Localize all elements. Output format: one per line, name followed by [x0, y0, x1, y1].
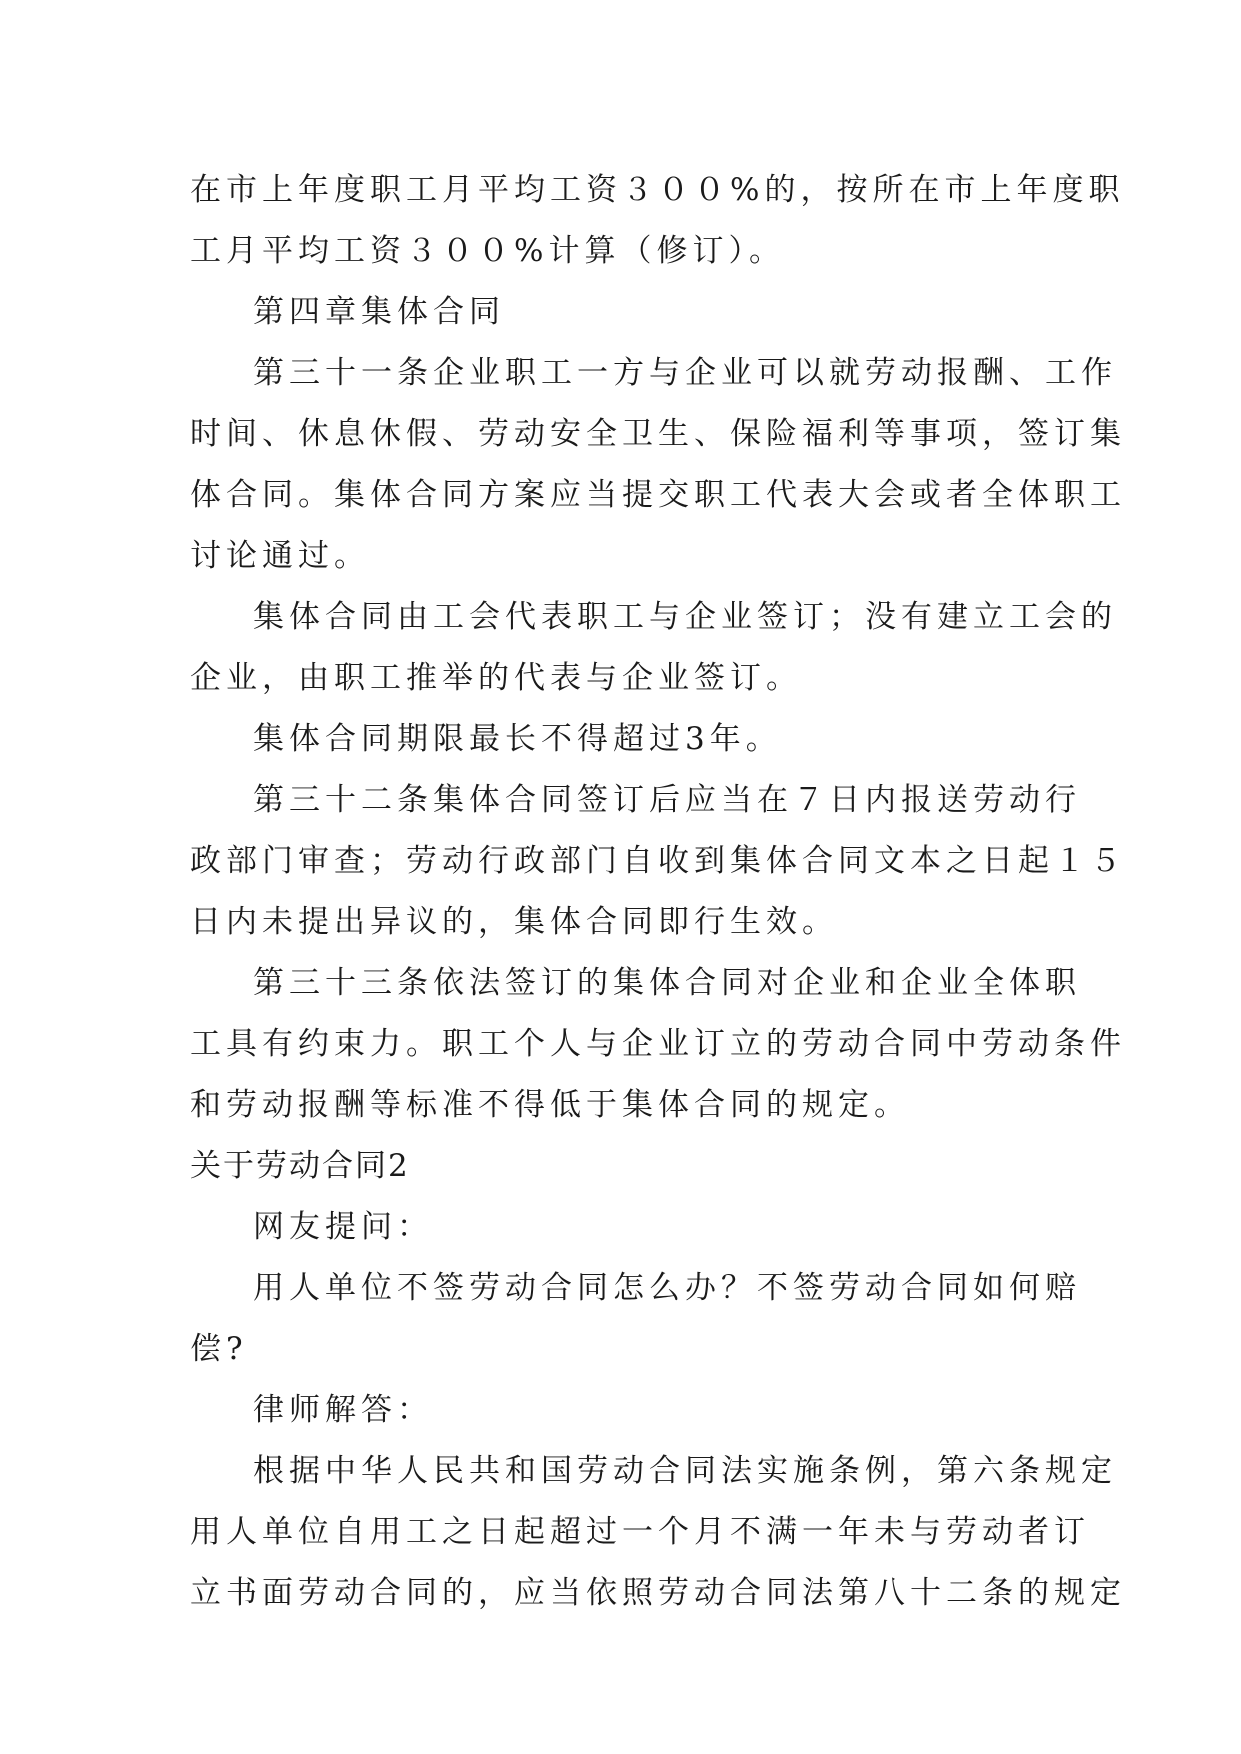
text-line: 日内未提出异议的，集体合同即行生效。: [190, 904, 838, 940]
text-line: 第三十三条依法签订的集体合同对企业和企业全体职: [253, 965, 1081, 1001]
text-line: 政部门审查；劳动行政部门自收到集体合同文本之日起１５: [190, 843, 1126, 879]
text-line: 在市上年度职工月平均工资３００%的，按所在市上年度职: [190, 172, 1125, 208]
text-line: 和劳动报酬等标准不得低于集体合同的规定。: [190, 1087, 910, 1123]
text-line: 用人单位自用工之日起超过一个月不满一年未与劳动者订: [190, 1514, 1090, 1550]
text-line: 工月平均工资３００%计算（修订）。: [190, 233, 785, 269]
text-line: 讨论通过。: [190, 538, 370, 574]
text-line: 集体合同期限最长不得超过3年。: [253, 721, 782, 757]
text-line: 时间、休息休假、劳动安全卫生、保险福利等事项，签订集: [190, 416, 1126, 452]
text-line: 根据中华人民共和国劳动合同法实施条例，第六条规定: [253, 1453, 1117, 1489]
text-line: 网友提问：: [253, 1209, 433, 1245]
text-line: 律师解答：: [253, 1392, 433, 1428]
text-line: 第三十一条企业职工一方与企业可以就劳动报酬、工作: [253, 355, 1117, 391]
text-line: 用人单位不签劳动合同怎么办？不签劳动合同如何赔: [253, 1270, 1081, 1306]
document-body: [190, 160, 1126, 1624]
text-line: 第三十二条集体合同签订后应当在７日内报送劳动行: [253, 782, 1081, 818]
text-line: 体合同。集体合同方案应当提交职工代表大会或者全体职工: [190, 477, 1126, 513]
text-line: 企业，由职工推举的代表与企业签订。: [190, 660, 802, 696]
chapter-heading: 第四章集体合同: [253, 294, 505, 330]
text-line: 集体合同由工会代表职工与企业签订；没有建立工会的: [253, 599, 1117, 635]
text-line: 偿?: [190, 1331, 248, 1367]
section-heading: 关于劳动合同2: [190, 1148, 410, 1184]
text-line: 工具有约束力。职工个人与企业订立的劳动合同中劳动条件: [190, 1026, 1126, 1062]
text-line: 立书面劳动合同的，应当依照劳动合同法第八十二条的规定: [190, 1575, 1126, 1611]
